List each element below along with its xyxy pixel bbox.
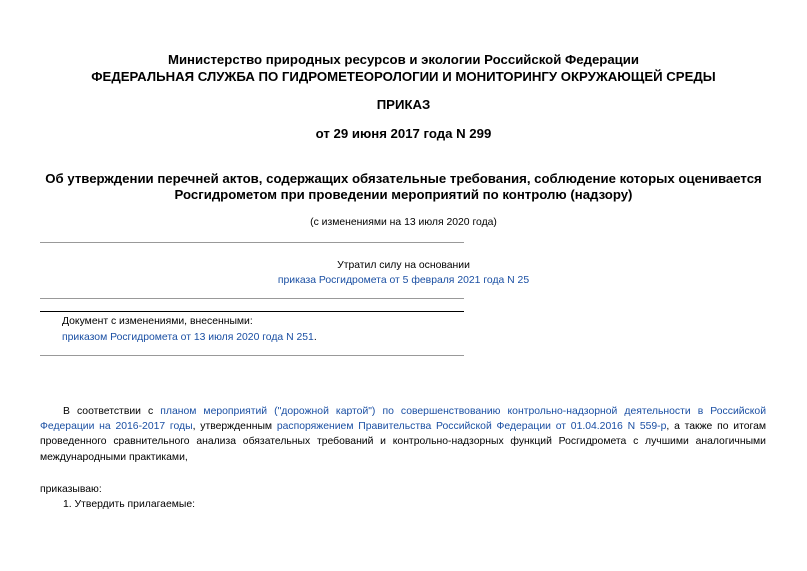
- order-word: приказываю:: [40, 484, 102, 495]
- preamble-paragraph: В соответствии с планом мероприятий ("дорожной картой") по совершенствованию контрольно-надзорной деятельности в Российской Федерации на 2016-2017 годы, утвержденным распоряжением Правительства Российской Федерации от 01.04.2016 N 559-р, а также по итогам проведенного сравнительного анализа обязательных требований и контрольно-надзорных функций Росгидромета с лучшими аналогичными международными практиками,: [40, 406, 766, 463]
- ministry-name: Министерство природных ресурсов и экологии Российской Федерации: [167, 52, 640, 67]
- changes-intro: Документ с изменениями, внесенными:: [62, 316, 253, 327]
- divider: [40, 298, 464, 299]
- amendments-note: (с изменениями на 13 июля 2020 года): [310, 217, 497, 228]
- service-name: ФЕДЕРАЛЬНАЯ СЛУЖБА ПО ГИДРОМЕТЕОРОЛОГИИ И МОНИТОРИНГУ ОКРУЖАЮЩЕЙ СРЕДЫ: [91, 69, 716, 84]
- changes-link-tail: .: [313, 332, 317, 343]
- document-title-line-2: Росгидрометом при проведении мероприятий по контролю (надзору): [174, 187, 633, 202]
- item-1: 1. Утвердить прилагаемые:: [63, 499, 196, 510]
- roadmap-plan-link[interactable]: планом мероприятий ("дорожной картой") по совершенствованию контрольно-надзорной деятельности в Российской Федерации на 2016-2017 годы: [40, 406, 766, 433]
- divider: [40, 311, 464, 312]
- document-type: ПРИКАЗ: [376, 97, 431, 112]
- divider: [40, 242, 464, 243]
- expired-text: Утратил силу на основании: [337, 260, 470, 271]
- divider: [40, 355, 464, 356]
- expired-order-link[interactable]: приказа Росгидромета от 5 февраля 2021 года N 25: [277, 275, 530, 286]
- changes-line: [62, 331, 317, 345]
- document-title-line-1: Об утверждении перечней актов, содержащих обязательные требования, соблюдение которых оценивается: [45, 171, 762, 186]
- document-date-number: от 29 июня 2017 года N 299: [315, 126, 492, 141]
- government-decree-link[interactable]: распоряжением Правительства Российской Федерации от 01.04.2016 N 559-р: [276, 421, 667, 433]
- changes-order-link[interactable]: приказом Росгидромета от 13 июля 2020 года N 251: [62, 332, 314, 343]
